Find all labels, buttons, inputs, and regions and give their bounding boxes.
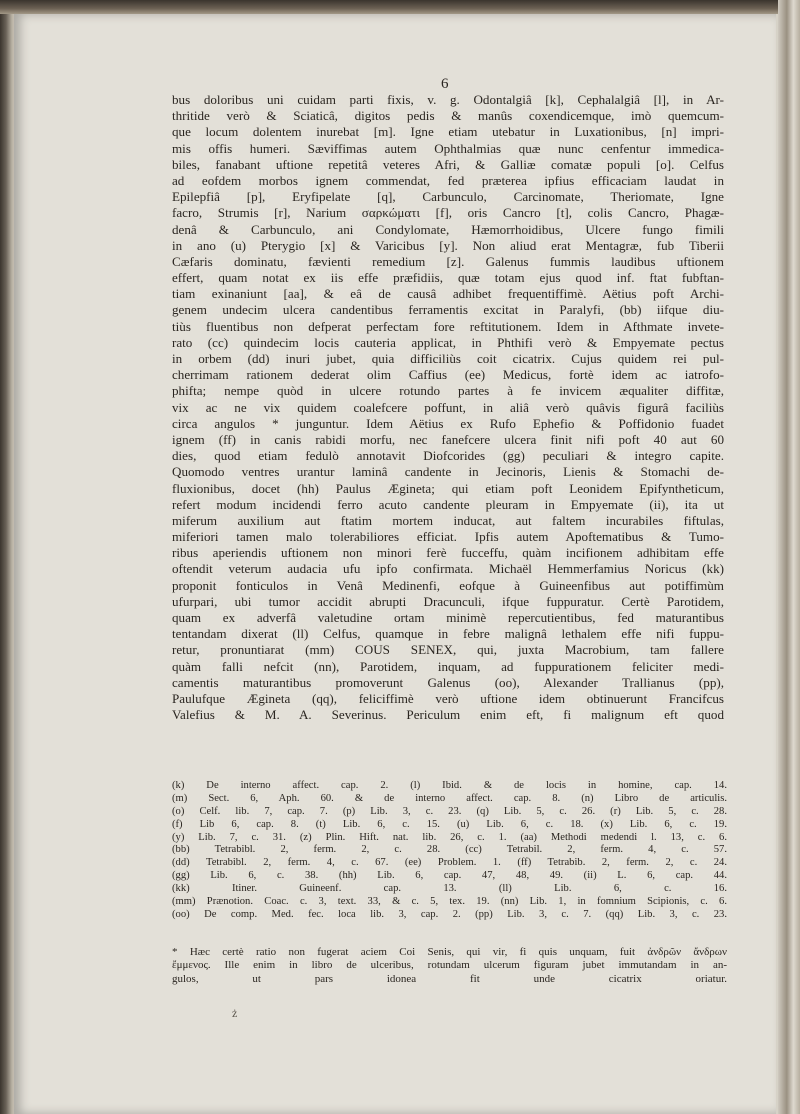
text-line: in orbem (dd) inuri jubet, quia difficiliùs coit cicatrix. Cujus quidem rei pul-: [172, 351, 724, 366]
text-line: thritide verò & Sciaticâ, digitos pedis & manûs coxendicemque, imò quemcum-: [172, 108, 724, 124]
text-line: rato (cc) quindecim locis cauteria applicat, in Phthifi verò & Empyemate pectus: [172, 334, 724, 350]
text-line: Epilepfiâ [p], Eryfipelate [q], Carbunculo, Carcinomate, Theriomate, Igne: [172, 189, 724, 205]
text-line: bus doloribus uni cuidam parti fixis, v. g. Odontalgiâ [k], Cephalalgiâ [l], in Ar-: [172, 92, 724, 107]
text-line: miferum auxilium aut ftatim mortem inducat, aut faltem incurabiles fiftulas,: [172, 512, 724, 528]
text-line: genem undecim ulcera candentibus ferramentis excitat in Paralyfi, (bb) iifque diu-: [172, 302, 724, 318]
bottom-mark: ż: [232, 1006, 238, 1020]
text-line: denâ & Carbunculo, ani Condylomate, Hæmorrhoidibus, Ulcere fungo fimili: [172, 221, 724, 237]
text-line: ad eofdem morbos ignem commendat, fed præterea ipfius efficaciam laudat in: [172, 172, 724, 188]
text-line: fluxionibus, docet (hh) Paulus Ægineta; qui etiam poft Leonidem Epifyntheticum,: [172, 480, 724, 496]
text-line: effert, quam notat ex iis effe præfidiis, quæ totam ejus quod inf. ftat fubftan-: [172, 270, 724, 286]
footnote-line: (m) Sect. 6, Aph. 60. & de interno affect. cap. 8. (n) Libro de articulis.: [172, 792, 727, 804]
text-line: proponit fonticulos in Venâ Medinenfi, eofque à Guineenfibus aut potiffimùm: [172, 577, 724, 593]
text-line: biles, fanabant uftione repetitâ veteres Afri, & Galliæ comatæ populi [o]. Celfus: [172, 156, 724, 172]
asterisk-note: [172, 946, 727, 986]
footnotes-block: [172, 780, 727, 922]
text-line: facro, Strumis [r], Narium σαρκώματι [f], oris Cancro [t], colis Cancro, Phagæ-: [172, 205, 724, 221]
text-line: Cæfaris dominatu, fævienti remedium [z]. Galenus fummis laudibus uftionem: [172, 253, 724, 269]
book-top-edge: [0, 0, 800, 14]
text-line: ufurpari, ubi tumor accidit abrupti Dracunculi, ifque fuppuratur. Certè Parotidem,: [172, 593, 724, 609]
text-line: Valefius & M. A. Severinus. Periculum enim eft, fi malignum eft quod: [172, 707, 724, 723]
text-line: in ano (u) Pterygio [x] & Varicibus [y]. Non aliud erat Mentagræ, fub Tiberii: [172, 237, 724, 253]
text-line: que locum dolentem inurebat [m]. Igne etiam utebatur in Luxationibus, [n] impri-: [172, 124, 724, 140]
text-line: refert modum incidendi ferro acuto candente pleuram in Empyemate (ii), ita ut: [172, 496, 724, 512]
text-line: tiam exinaniunt [aa], & eâ de causâ adhibet frequentiffimè. Aëtius poft Archi-: [172, 286, 724, 302]
text-line: ribus aperiendis uftionem non minori ferè fucceffu, quàm incifionem adhibitam effe: [172, 545, 724, 561]
footnote-line: (f) Lib 6, cap. 8. (t) Lib. 6, c. 15. (u) Lib. 6, c. 18. (x) Lib. 6, c. 19.: [172, 818, 727, 830]
asterisk-note-line: ἔμμενος. Ille enim in libro de ulceribus, rotundam ulcerum figuram jubet immutandam in an-: [172, 959, 727, 972]
text-line: ignem (ff) in canis rabidi morfu, nec fanefcere ulcera finit nifi poft 40 aut 60: [172, 431, 724, 447]
footnote-line: (bb) Tetrabibl. 2, ferm. 2, c. 28. (cc) Tetrabil. 2, ferm. 4, c. 57.: [172, 844, 727, 856]
text-line: quàm falli nefcit (nn), Parotidem, inquam, ad fuppurationem feliciter medi-: [172, 658, 724, 674]
footnote-line: (dd) Tetrabibl. 2, ferm. 4, c. 67. (ee) Problem. 1. (ff) Tetrabib. 2, ferm. 2, c. 24.: [172, 857, 727, 869]
footnote-line: (mm) Prænotion. Coac. c. 3, text. 33, & c. 5, tex. 19. (nn) Lib. 1, in fomnium Scipionis, c. 6.: [172, 896, 727, 908]
text-line: mis offis humeri. Sæviffimas autem Ophthalmias quæ nunc cenfentur immedica-: [172, 140, 724, 156]
text-line: dies, quod etiam fedulò annotavit Diofcorides (gg) peculiari & integro capite.: [172, 448, 724, 464]
text-line: vix ac ne vix quidem coalefcere poffunt, in aliâ verò quâvis figurâ faciliùs: [172, 399, 724, 415]
text-line: tiùs fluentibus non defperat perfectam fore reftitutionem. Idem in Afthmate invete-: [172, 318, 724, 334]
book-right-edge: [778, 0, 800, 1114]
asterisk-note-line: * Hæc certè ratio non fugerat aciem Coi Senis, qui vir, fi quis unquam, fuit ἀνδρῶν ἄνδρων: [172, 946, 727, 958]
text-line: Paulufque Ægineta (qq), feliciffimè verò uftione idem obtinuerunt Francifcus: [172, 690, 724, 706]
text-line: camentis maturantibus promoverunt Galenus (oo), Alexander Trallianus (pp),: [172, 674, 724, 690]
asterisk-note-line: gulos, ut pars idonea fit unde cicatrix oriatur.: [172, 972, 727, 985]
footnote-line: (y) Lib. 7, c. 31. (z) Plin. Hift. nat. lib. 26, c. 1. (aa) Methodi medendi l. 13, c. 6.: [172, 831, 727, 843]
text-line: cherrimam rationem dederat olim Caffius (ee) Medicus, fortè idem ac iatrofo-: [172, 367, 724, 383]
footnote-line: (k) De interno affect. cap. 2. (l) Ibid. & de locis in homine, cap. 14.: [172, 780, 727, 791]
footnote-line: (gg) Lib. 6, c. 38. (hh) Lib. 6, cap. 47, 48, 49. (ii) L. 6, cap. 44.: [172, 870, 727, 882]
text-line: retur, pronuntiarat (mm) COUS SENEX, qui, juxta Macrobium, tam fallere: [172, 642, 724, 658]
page-number: 6: [441, 76, 449, 92]
footnote-line: (oo) De comp. Med. fec. loca lib. 3, cap. 2. (pp) Lib. 3, c. 7. (qq) Lib. 3, c. 23.: [172, 908, 727, 920]
text-line: Quomodo ventres urantur laminâ candente in Jecinoris, Lienis & Stomachi de-: [172, 464, 724, 480]
text-line: oftendit veterum audacia ufu ipfo confirmata. Michaël Hemmerfamius Noricus (kk): [172, 561, 724, 577]
text-line: circa angulos * junguntur. Idem Aëtius ex Rufo Ephefio & Poffidonio fuadet: [172, 415, 724, 431]
text-line: tentandam dixerat (ll) Celfus, quamque in febre malignâ lethalem effe nifi fuppu-: [172, 626, 724, 642]
main-text-block: [172, 92, 724, 723]
footnote-line: (o) Celf. lib. 7, cap. 7. (p) Lib. 3, c. 23. (q) Lib. 5, c. 26. (r) Lib. 5, c. 28.: [172, 805, 727, 817]
text-line: quam ex adverfâ valetudine ortam minimè repercutientibus, fed maturantibus: [172, 610, 724, 625]
text-line: phifta; nempe quòd in ulcere rotundo partes à fe invicem æqualiter diffitæ,: [172, 383, 724, 399]
footnote-line: (kk) Itiner. Guineenf. cap. 13. (ll) Lib. 6, c. 16.: [172, 883, 727, 895]
text-line: miferiori tamen malo tolerabiliores efficiat. Ipfis autem Apoftematibus & Tumo-: [172, 529, 724, 545]
